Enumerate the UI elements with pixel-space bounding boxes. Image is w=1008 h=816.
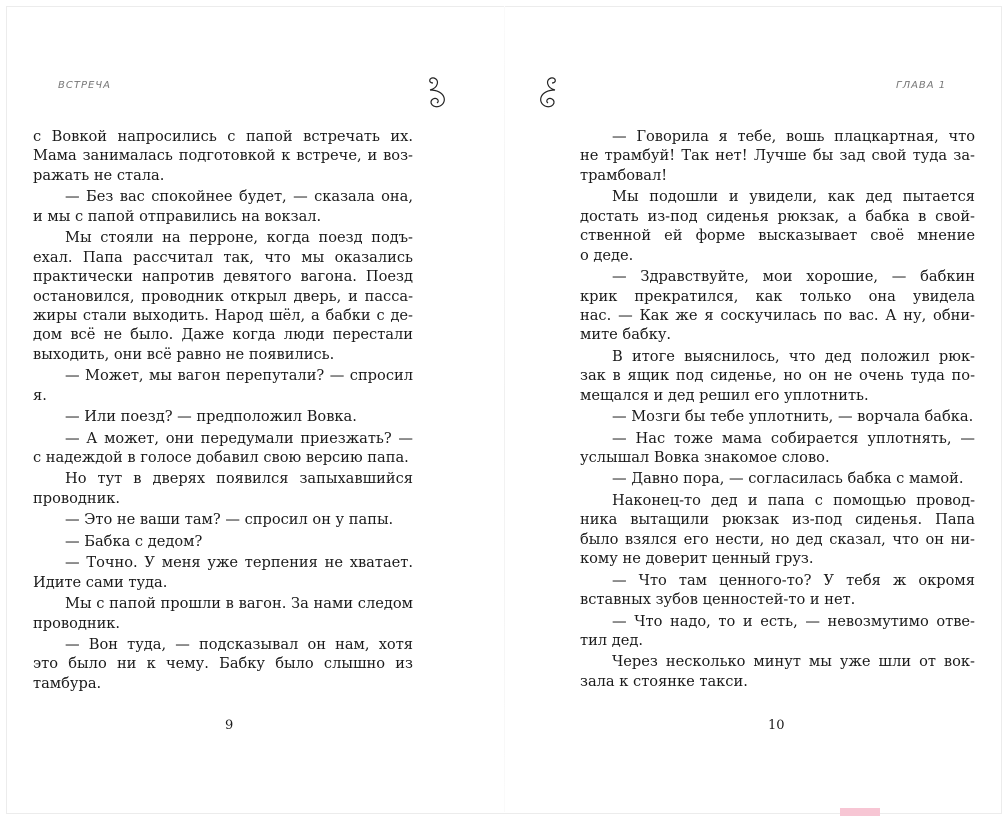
text-line: крик прекратился, как только она увидела bbox=[580, 287, 975, 305]
paragraph bbox=[33, 510, 413, 529]
text-line: ника вытащили рюкзак из-под сиденья. Папа bbox=[580, 511, 975, 529]
text-line: ственной ей форме высказывает своё мнение bbox=[580, 227, 975, 245]
text-line: выходить, они всё равно не появились. bbox=[33, 345, 335, 363]
text-line: — Без вас спокойнее будет, — сказала она, bbox=[65, 188, 413, 206]
text-line: тамбура. bbox=[33, 674, 102, 692]
text-line: ражать не стала. bbox=[33, 166, 165, 184]
paragraph bbox=[580, 652, 975, 691]
paragraph bbox=[33, 228, 413, 364]
text-line: Наконец-то дед и папа с помощью провод- bbox=[612, 491, 975, 509]
text-line: с Вовкой напросились с папой встречать их. bbox=[33, 128, 413, 145]
text-line: было взялся его нести, но дед сказал, что он ни- bbox=[580, 530, 975, 548]
text-line: трамбовал! bbox=[580, 166, 668, 184]
text-line: проводник. bbox=[33, 489, 121, 507]
text-line: ехал. Папа рассчитал так, что мы оказались bbox=[33, 248, 413, 266]
page-number-left: 9 bbox=[225, 718, 234, 733]
paragraph bbox=[33, 429, 413, 468]
paragraph bbox=[580, 407, 975, 426]
book-gutter bbox=[504, 6, 505, 812]
text-line: проводник. bbox=[33, 614, 121, 632]
text-line: — Может, мы вагон перепутали? — спросил bbox=[65, 367, 413, 385]
text-line: жиры стали выходить. Народ шёл, а бабки с де- bbox=[33, 306, 413, 324]
page-number-right: 10 bbox=[768, 718, 785, 733]
text-line: Мы стояли на перроне, когда поезд подъ- bbox=[65, 229, 413, 247]
ornament-flourish-left bbox=[330, 72, 450, 112]
text-line: Мама занималась подготовкой к встрече, и воз- bbox=[33, 147, 413, 165]
text-line: зак в ящик под сиденье, но он не очень туда по- bbox=[580, 367, 975, 385]
paragraph bbox=[580, 187, 975, 265]
text-line: — Здравствуйте, мои хорошие, — бабкин bbox=[612, 268, 975, 286]
text-line: — Что там ценного-то? У тебя ж окромя bbox=[612, 571, 975, 589]
text-line: это было ни к чему. Бабку было слышно из bbox=[33, 655, 413, 673]
text-line: тил дед. bbox=[580, 631, 643, 649]
paragraph bbox=[580, 267, 975, 345]
paragraph bbox=[33, 127, 413, 185]
text-line: с надеждой в голосе добавил свою версию папа. bbox=[33, 449, 409, 466]
text-line: Через несколько минут мы уже шли от вок- bbox=[612, 653, 975, 671]
paragraph bbox=[580, 429, 975, 468]
paragraph bbox=[33, 187, 413, 226]
text-line: — Точно. У меня уже терпения не хватает. bbox=[65, 554, 413, 572]
right-page-text bbox=[580, 127, 975, 693]
left-page-text bbox=[33, 127, 413, 695]
text-line: — Говорила я тебе, вошь плацкартная, что bbox=[612, 128, 975, 145]
text-line: — Это не ваши там? — спросил он у папы. bbox=[65, 511, 394, 529]
text-line: о деде. bbox=[580, 246, 634, 264]
paragraph bbox=[33, 553, 413, 592]
paragraph bbox=[580, 347, 975, 405]
text-line: практически напротив девятого вагона. Поезд bbox=[33, 268, 413, 286]
paragraph bbox=[33, 366, 413, 405]
paragraph bbox=[580, 571, 975, 610]
text-line: В итоге выяснилось, что дед положил рюк- bbox=[612, 347, 975, 365]
text-line: мещался и дед решил его уплотнить. bbox=[580, 386, 869, 404]
text-line: Мы с папой прошли в вагон. За нами следом bbox=[65, 595, 413, 613]
ornament-flourish-right bbox=[535, 72, 655, 112]
paragraph bbox=[33, 594, 413, 633]
text-line: вставных зубов ценностей-то и нет. bbox=[580, 591, 856, 609]
paragraph bbox=[580, 491, 975, 569]
text-line: мите бабку. bbox=[580, 326, 672, 344]
text-line: — Вон туда, — подсказывал он нам, хотя bbox=[65, 635, 413, 653]
text-line: — А может, они передумали приезжать? — bbox=[65, 429, 413, 447]
paragraph bbox=[580, 612, 975, 651]
text-line: — Бабка с дедом? bbox=[65, 532, 203, 550]
scan-color-mark bbox=[840, 808, 880, 816]
text-line: — Давно пора, — согласилась бабка с мамой. bbox=[612, 470, 964, 488]
text-line: остановился, проводник открыл дверь, и пасса- bbox=[33, 287, 413, 305]
running-head-right: ГЛАВА 1 bbox=[896, 80, 947, 91]
text-line: — Или поезд? — предположил Вовка. bbox=[65, 408, 357, 426]
text-line: не трамбуй! Так нет! Лучше бы зад свой туда за- bbox=[580, 147, 975, 165]
text-line: зала к стоянке такси. bbox=[580, 672, 748, 690]
paragraph bbox=[33, 635, 413, 693]
text-line: достать из-под сиденья рюкзак, а бабка в свой- bbox=[580, 207, 975, 225]
text-line: Но тут в дверях появился запыхавшийся bbox=[65, 470, 413, 488]
text-line: — Нас тоже мама собирается уплотнять, — bbox=[612, 429, 975, 447]
text-line: дом всё не было. Даже когда люди перестали bbox=[33, 326, 413, 344]
paragraph bbox=[580, 127, 975, 185]
text-line: — Что надо, то и есть, — невозмутимо отве- bbox=[612, 612, 975, 630]
text-line: — Мозги бы тебе уплотнить, — ворчала бабка. bbox=[612, 408, 974, 426]
text-line: Идите сами туда. bbox=[33, 573, 168, 591]
text-line: услышал Вовка знакомое слово. bbox=[580, 449, 830, 466]
running-head-left: ВСТРЕЧА bbox=[58, 80, 111, 91]
paragraph bbox=[33, 532, 413, 551]
text-line: кому не доверит ценный груз. bbox=[580, 550, 814, 568]
paragraph bbox=[580, 469, 975, 488]
text-line: Мы подошли и увидели, как дед пытается bbox=[612, 188, 975, 206]
text-line: я. bbox=[33, 386, 47, 404]
paragraph bbox=[33, 407, 413, 426]
text-line: нас. — Как же я соскучилась по вас. А ну, обни- bbox=[580, 306, 975, 324]
text-line: и мы с папой отправились на вокзал. bbox=[33, 207, 322, 225]
paragraph bbox=[33, 469, 413, 508]
